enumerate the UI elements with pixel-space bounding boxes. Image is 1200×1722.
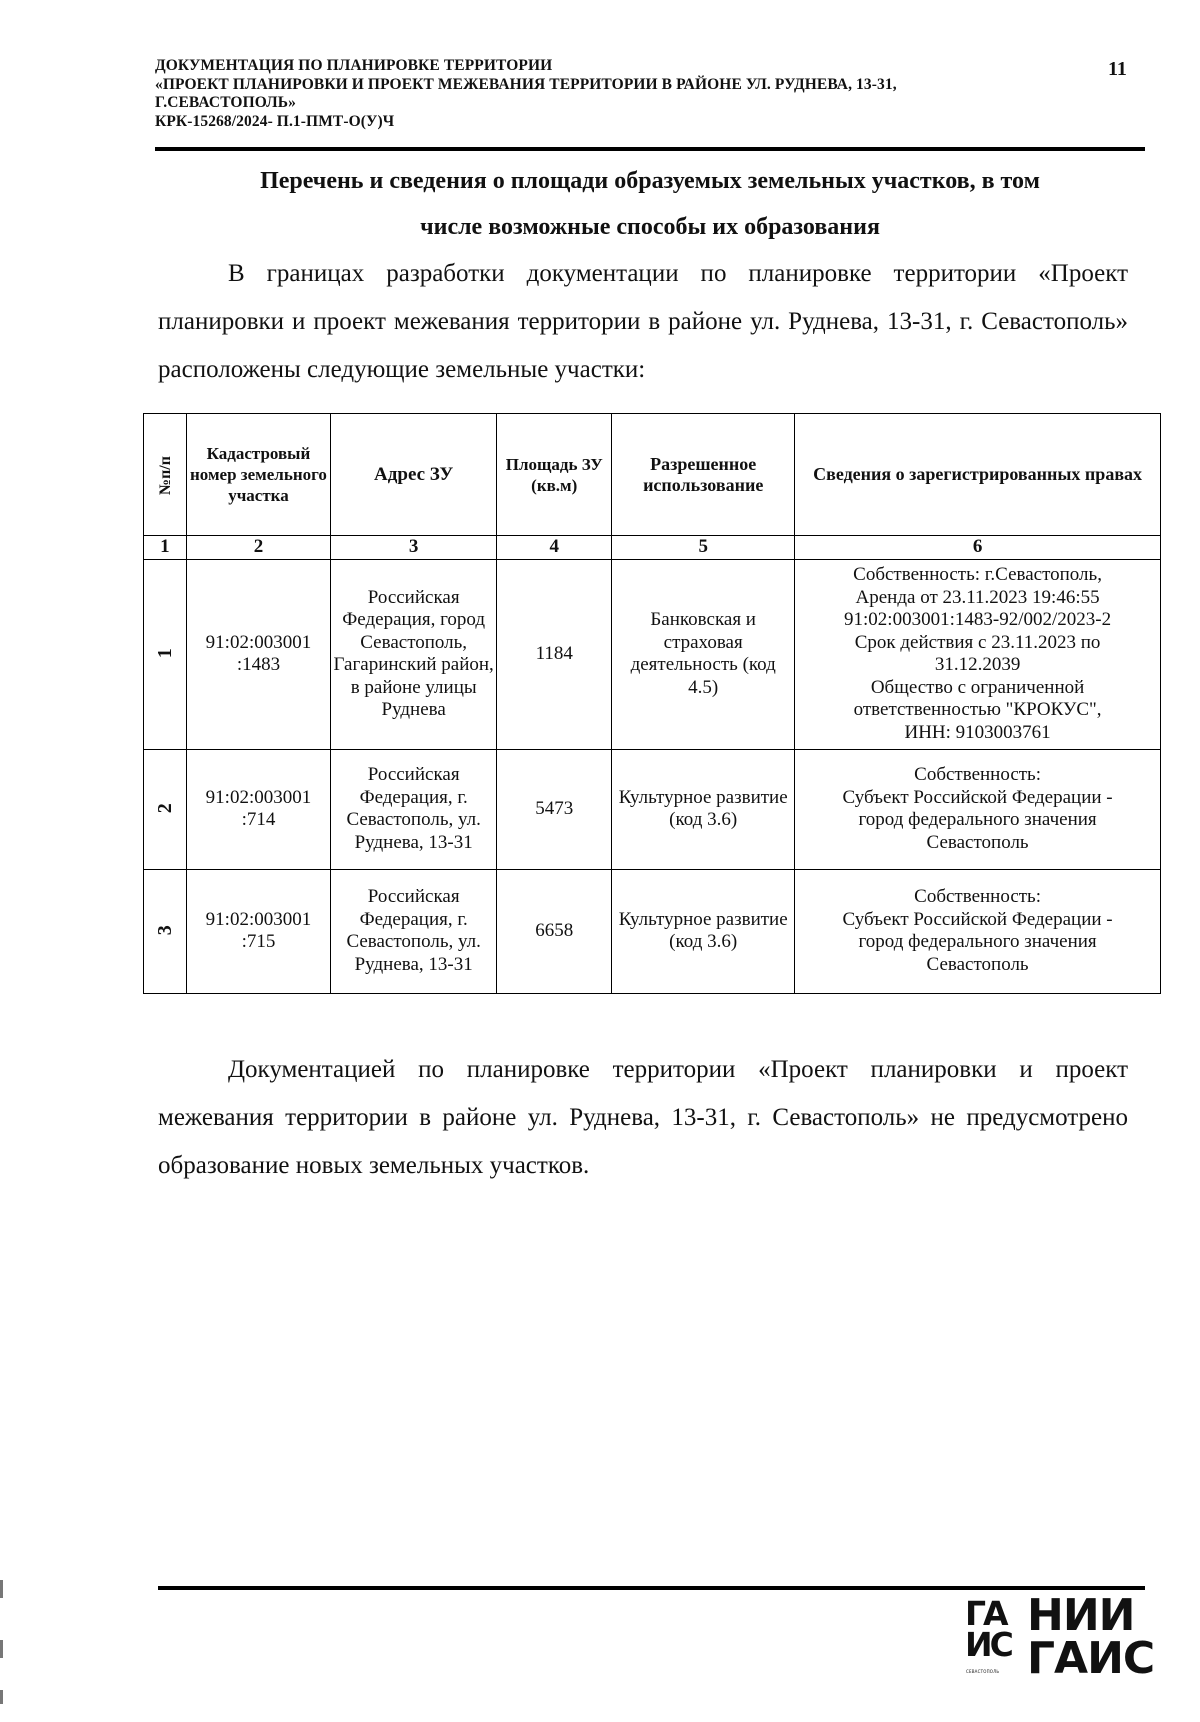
scan-edge-mark	[0, 1640, 3, 1658]
header-num	[144, 414, 187, 536]
parcel-area: 6658	[497, 869, 612, 993]
header-usage: Разрешенное использование	[612, 414, 795, 536]
column-number: 4	[497, 536, 612, 560]
column-number: 2	[186, 536, 330, 560]
header-line-4: КРК-15268/2024- П.1-ПМТ-О(У)Ч	[155, 112, 395, 130]
row-num: 1	[144, 559, 187, 749]
land-parcels-table	[143, 413, 1161, 994]
column-number: 5	[612, 536, 795, 560]
permitted-use: Культурное развитие (код 3.6)	[612, 749, 795, 869]
permitted-use: Банковская и страховая деятельность (код 4.5)	[612, 559, 795, 749]
logo-mark: ГА ИС	[965, 1594, 1011, 1664]
section-title-line-2: числе возможные способы их образования	[420, 214, 880, 240]
header-address: Адрес ЗУ	[331, 414, 497, 536]
parcel-address: Российская Федерация, г. Севастополь, ул. Руднева, 13-31	[331, 749, 497, 869]
header-divider	[155, 147, 1145, 151]
scan-edge-mark	[0, 1690, 3, 1704]
table-header-row	[144, 414, 1161, 536]
column-number: 6	[795, 536, 1161, 560]
row-num: 3	[144, 869, 187, 993]
page-number: 11	[1108, 58, 1127, 80]
logo-word-line-2: ГАИС	[1027, 1633, 1155, 1684]
parcel-area: 1184	[497, 559, 612, 749]
table-row	[144, 749, 1161, 869]
section-title	[155, 158, 1145, 250]
column-number: 3	[331, 536, 497, 560]
column-number: 1	[144, 536, 187, 560]
section-title-line-1: Перечень и сведения о площади образуемых земельных участков, в том	[260, 168, 1040, 194]
registered-rights: Собственность: Субъект Российской Федерации - город федерального значения Севастополь	[795, 869, 1161, 993]
niigais-logo	[965, 1590, 1155, 1690]
table-row	[144, 559, 1161, 749]
parcel-area: 5473	[497, 749, 612, 869]
scan-edge-mark	[0, 1580, 3, 1598]
header-line-1: ДОКУМЕНТАЦИЯ ПО ПЛАНИРОВКЕ ТЕРРИТОРИИ	[155, 57, 553, 74]
header-num-label: №п/п	[156, 455, 174, 495]
column-number-row	[144, 536, 1161, 560]
header-line-2: «ПРОЕКТ ПЛАНИРОВКИ И ПРОЕКТ МЕЖЕВАНИЯ ТЕРРИТОРИИ В РАЙОНЕ УЛ. РУДНЕВА, 13-31,	[155, 75, 897, 93]
header-cadastral: Кадастровый номер земельного участка	[186, 414, 330, 536]
document-header	[155, 57, 1055, 131]
closing-paragraph: Документацией по планировке территории «Проект планировки и проект межевания территории в районе ул. Руднева, 13-31, г. Севастополь» не предусмотрено образование новых земельных участков.	[158, 1056, 1128, 1179]
parcel-address: Российская Федерация, г. Севастополь, ул. Руднева, 13-31	[331, 869, 497, 993]
cadastral-number: 91:02:003001 :714	[186, 749, 330, 869]
registered-rights: Собственность: г.Севастополь, Аренда от 23.11.2023 19:46:55 91:02:003001:1483-92/002/2023-2 Срок действия с 23.11.2023 по 31.12.2039 Общество с ограниченной ответственностью "КРОКУС", ИНН: 9103003761	[795, 559, 1161, 749]
header-area: Площадь ЗУ (кв.м)	[497, 414, 612, 536]
parcel-address: Российская Федерация, город Севастополь, Гагаринский район, в районе улицы Руднева	[331, 559, 497, 749]
cadastral-number: 91:02:003001 :715	[186, 869, 330, 993]
header-line-3: Г.СЕВАСТОПОЛЬ»	[155, 94, 296, 111]
table-row	[144, 869, 1161, 993]
cadastral-number: 91:02:003001 :1483	[186, 559, 330, 749]
header-rights: Сведения о зарегистрированных правах	[795, 414, 1161, 536]
logo-word-line-1: НИИ	[1027, 1590, 1135, 1641]
permitted-use: Культурное развитие (код 3.6)	[612, 869, 795, 993]
registered-rights: Собственность: Субъект Российской Федерации - город федерального значения Севастополь	[795, 749, 1161, 869]
logo-subtitle: СЕВАСТОПОЛЬ	[966, 1669, 1000, 1674]
row-num: 2	[144, 749, 187, 869]
intro-paragraph: В границах разработки документации по планировке территории «Проект планировки и проект межевания территории в районе ул. Руднева, 13-31, г. Севастополь» расположены следующие земельные участки:	[158, 260, 1128, 383]
